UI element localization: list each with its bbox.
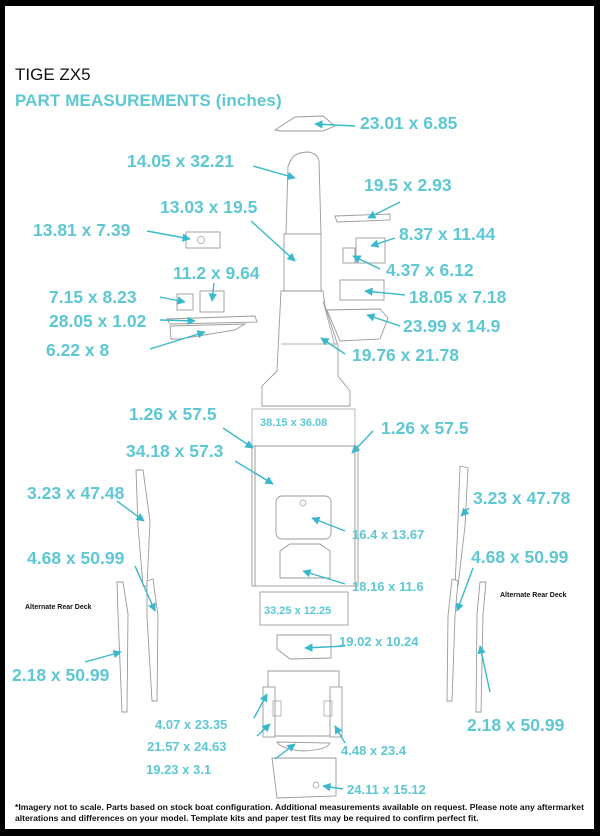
part-gunwale-right-a — [455, 466, 468, 586]
part-side-slim — [335, 214, 390, 222]
part-swim-platform — [268, 671, 339, 736]
part-side-small — [343, 248, 355, 263]
label-side-slim: 19.5 x 2.93 — [364, 175, 452, 195]
label-platform-side-left: 4.07 x 23.35 — [155, 717, 228, 732]
label-rear-panel: 33.25 x 12.25 — [264, 605, 332, 617]
parts-diagram — [5, 6, 594, 829]
part-gunwale-right-b — [447, 579, 458, 701]
part-bow-cap — [275, 116, 335, 131]
footnote: *Imagery not to scale. Parts based on stock boat configuration. Additional measurements available on request. Please note any aftermarket alterations and differences on your model. Template kits and paper test fits may be required to confirm perfect fit. — [15, 802, 584, 823]
label-side-square: 8.37 x 11.44 — [399, 224, 496, 244]
part-gunwale-right-c — [476, 582, 486, 712]
label-strip-left: 1.26 x 57.5 — [129, 404, 217, 424]
label-side-small: 4.37 x 6.12 — [386, 260, 474, 280]
label-cockpit-floor: 34.18 x 57.3 — [126, 441, 224, 461]
label-bow-cap: 23.01 x 6.85 — [360, 113, 458, 133]
label-engine-cover-top: 19.02 x 10.24 — [339, 634, 419, 649]
boat-model-title: TIGE ZX5 — [15, 65, 91, 84]
label-bow-seat: 13.03 x 19.5 — [160, 197, 258, 217]
label-platform-side-right: 4.48 x 23.4 — [341, 743, 407, 758]
label-side-strip: 18.05 x 7.18 — [409, 287, 507, 307]
part-left-wedge — [170, 324, 245, 339]
label-left-small-b: 11.2 x 9.64 — [173, 263, 260, 283]
label-left-small-a: 7.15 x 8.23 — [49, 287, 137, 307]
label-bow-center: 14.05 x 32.21 — [127, 151, 235, 171]
label-gunwale-left-b: 4.68 x 50.99 — [27, 548, 125, 568]
label-side-wedge: 23.99 x 14.9 — [403, 316, 501, 336]
part-rear-step — [272, 758, 336, 798]
part-rear-curve — [277, 742, 330, 751]
alt-rear-deck-right: Alternate Rear Deck — [500, 592, 567, 599]
label-rear-step: 24.11 x 15.12 — [347, 782, 426, 797]
label-cockpit-upper: 38.15 x 36.08 — [260, 417, 328, 429]
label-step: 18.16 x 11.6 — [352, 579, 424, 594]
label-strip-right: 1.26 x 57.5 — [381, 418, 469, 438]
part-bow-seat — [284, 234, 321, 291]
diagram-sheet — [5, 6, 594, 829]
part-step — [280, 544, 330, 578]
part-side-strip — [340, 280, 384, 300]
part-bow-center — [286, 152, 321, 234]
alt-rear-deck-left: Alternate Rear Deck — [25, 604, 92, 611]
part-left-tab — [186, 232, 220, 248]
part-hatch — [276, 496, 331, 539]
label-hatch: 16.4 x 13.67 — [352, 527, 425, 542]
part-gunwale-left-a — [136, 470, 150, 586]
label-left-long-strip: 28.05 x 1.02 — [49, 311, 147, 331]
part-left-small-b — [200, 291, 224, 312]
part-side-wedge — [327, 309, 388, 341]
label-gunwale-right-a: 3.23 x 47.78 — [473, 488, 571, 508]
label-gunwale-right-c: 2.18 x 50.99 — [467, 715, 565, 735]
diagram-subtitle: PART MEASUREMENTS (inches) — [15, 91, 282, 110]
label-gunwale-right-b: 4.68 x 50.99 — [471, 547, 569, 567]
part-gunwale-left-c — [117, 582, 128, 712]
part-strip-left — [252, 446, 255, 586]
part-strip-right — [355, 446, 358, 586]
label-main-floor: 19.76 x 21.78 — [352, 345, 460, 365]
label-gunwale-left-a: 3.23 x 47.48 — [27, 483, 125, 503]
label-left-tab: 13.81 x 7.39 — [33, 220, 131, 240]
label-swim-platform: 21.57 x 24.63 — [147, 739, 227, 754]
label-gunwale-left-c: 2.18 x 50.99 — [12, 665, 110, 685]
label-left-wedge: 6.22 x 8 — [46, 340, 110, 360]
label-rear-curve: 19.23 x 3.1 — [146, 762, 212, 777]
